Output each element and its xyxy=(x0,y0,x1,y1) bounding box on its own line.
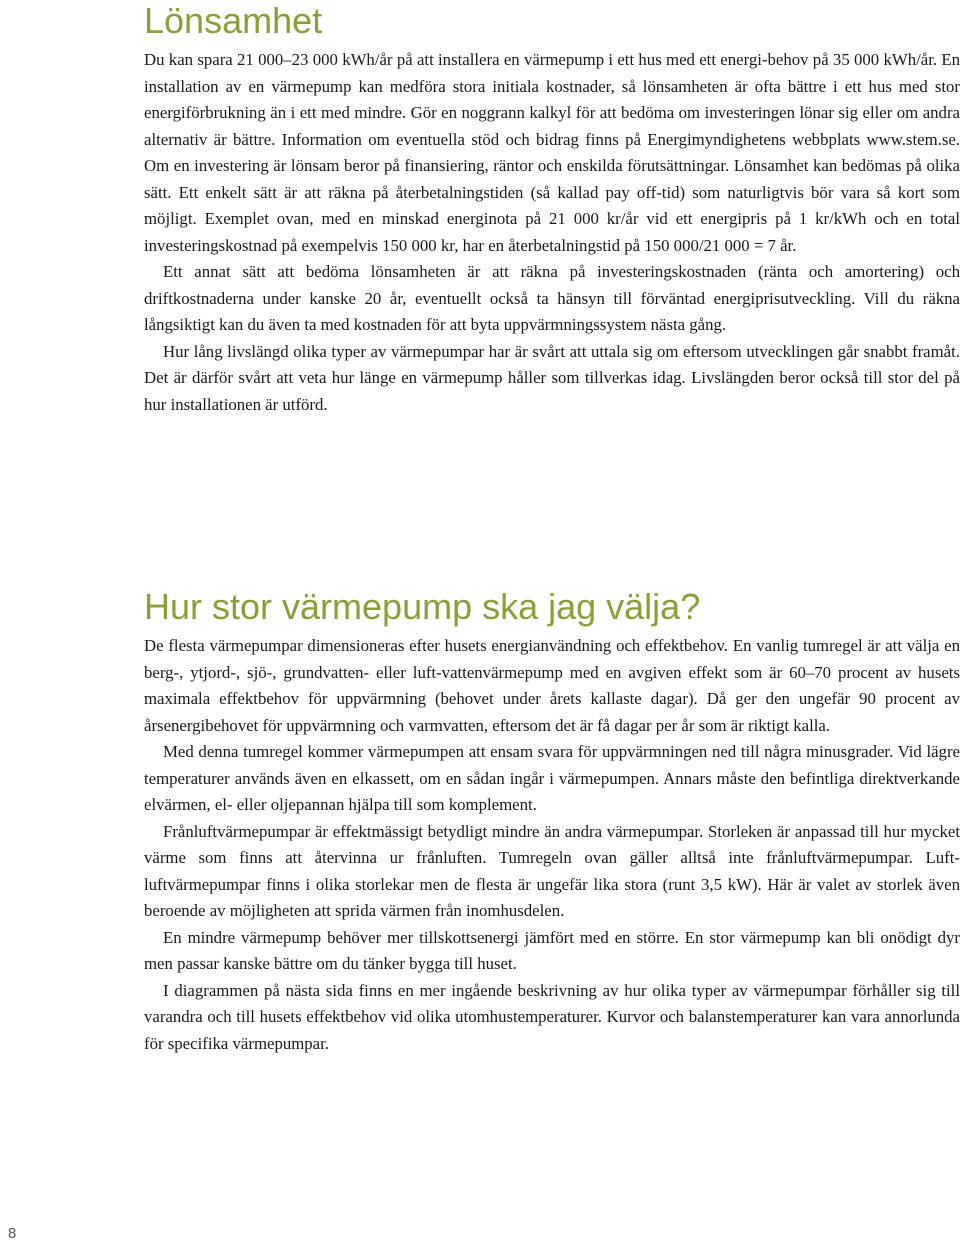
section-lonsamhet xyxy=(144,0,960,418)
body-paragraph: Frånluftvärmepumpar är effektmässigt betydligt mindre än andra värmepumpar. Storleken är anpassad till hur mycket värme som finns att återvinna ur frånluften. Tumregeln ovan gäller alltså inte frånluftvärmepumpar. Luft-luftvärmepumpar finns i olika storlekar men de flesta är ungefär lika stora (runt 3,5 kW). Här är valet av storlek även beroende av möjligheten att sprida värmen från inomhusdelen. xyxy=(144,821,960,920)
body-paragraph: Du kan spara 21 000–23 000 kWh/år på att installera en värmepump i ett hus med ett energi-behov på 35 000 kWh/år. En installation av en värmepump kan medföra stora initiala kostnader, så lönsamheten är ofta bättre i ett hus med stor energiförbrukning än i ett med mindre. Gör en noggrann kalkyl för att bedöma om investeringen lönar sig eller om andra alternativ är bättre. Information om eventuella stöd och bidrag finns på Energimyndighetens webbplats www.stem.se. Om en investering är lönsam beror på finansiering, räntor och enskilda förutsättningar. Lönsamhet kan bedömas på olika sätt. Ett enkelt sätt är att räkna på återbetalningstiden (så kallad pay off-tid) som naturligtvis bör vara så kort som möjligt. Exemplet ovan, med en minskad energinota på 21 000 kr/år vid ett energipris på 1 kr/kWh och en total investeringskostnad på exempelvis 150 000 kr, har en återbetalningstid på 150 000/21 000 = 7 år. xyxy=(144,50,960,255)
body-paragraph: Hur lång livslängd olika typer av värmepumpar har är svårt att uttala sig om eftersom utvecklingen går snabbt framåt. Det är därför svårt att veta hur länge en värmepump håller som tillverkas idag. Livslängden beror också till stor del på hur installationen är utförd. xyxy=(144,341,960,414)
body-paragraph: De flesta värmepumpar dimensioneras efter husets energianvändning och effektbehov. En vanlig tumregel är att välja en berg-, ytjord-, sjö-, grundvatten- eller luft-vattenvärmepump med en avgiven effekt som är 60–70 procent av husets maximala effektbehov för uppvärmning (behovet under årets kallaste dagar). Då ger den ungefär 90 procent av årsenergibehovet för uppvärmning och varmvatten, eftersom det är få dagar per år som är riktigt kalla. xyxy=(144,636,960,735)
body-paragraph: En mindre värmepump behöver mer tillskottsenergi jämfört med en större. En stor värmepump kan bli onödigt dyr men passar kanske bättre om du tänker bygga till huset. xyxy=(144,927,960,973)
body-paragraph: Med denna tumregel kommer värmepumpen att ensam svara för uppvärmningen ned till några minusgrader. Vid lägre temperaturer används även en elkassett, om en sådan ingår i värmepumpen. Annars måste den befintliga direktverkande elvärmen, el- eller oljepannan hjälpa till som komplement. xyxy=(144,742,960,814)
section-heading: Hur stor värmepump ska jag välja? xyxy=(144,586,701,627)
page-number: 8 xyxy=(8,1225,17,1242)
body-paragraph: I diagrammen på nästa sida finns en mer ingående beskrivning av hur olika typer av värmepumpar förhåller sig till varandra och till husets effektbehov vid olika utomhustemperaturer. Kurvor och balanstemperaturer kan vara annorlunda för specifika värmepumpar. xyxy=(144,980,960,1053)
body-paragraph: Ett annat sätt att bedöma lönsamheten är att räkna på investeringskostnaden (ränta och amortering) och driftkostnaderna under kanske 20 år, eventuellt också ta hänsyn till förväntad energiprisutveckling. Vill du räkna långsiktigt kan du även ta med kostnaden för att byta uppvärmningssystem nästa gång. xyxy=(144,262,960,334)
section-heading: Lönsamhet xyxy=(144,0,323,41)
section-hur-stor-varmepump xyxy=(144,586,960,1057)
